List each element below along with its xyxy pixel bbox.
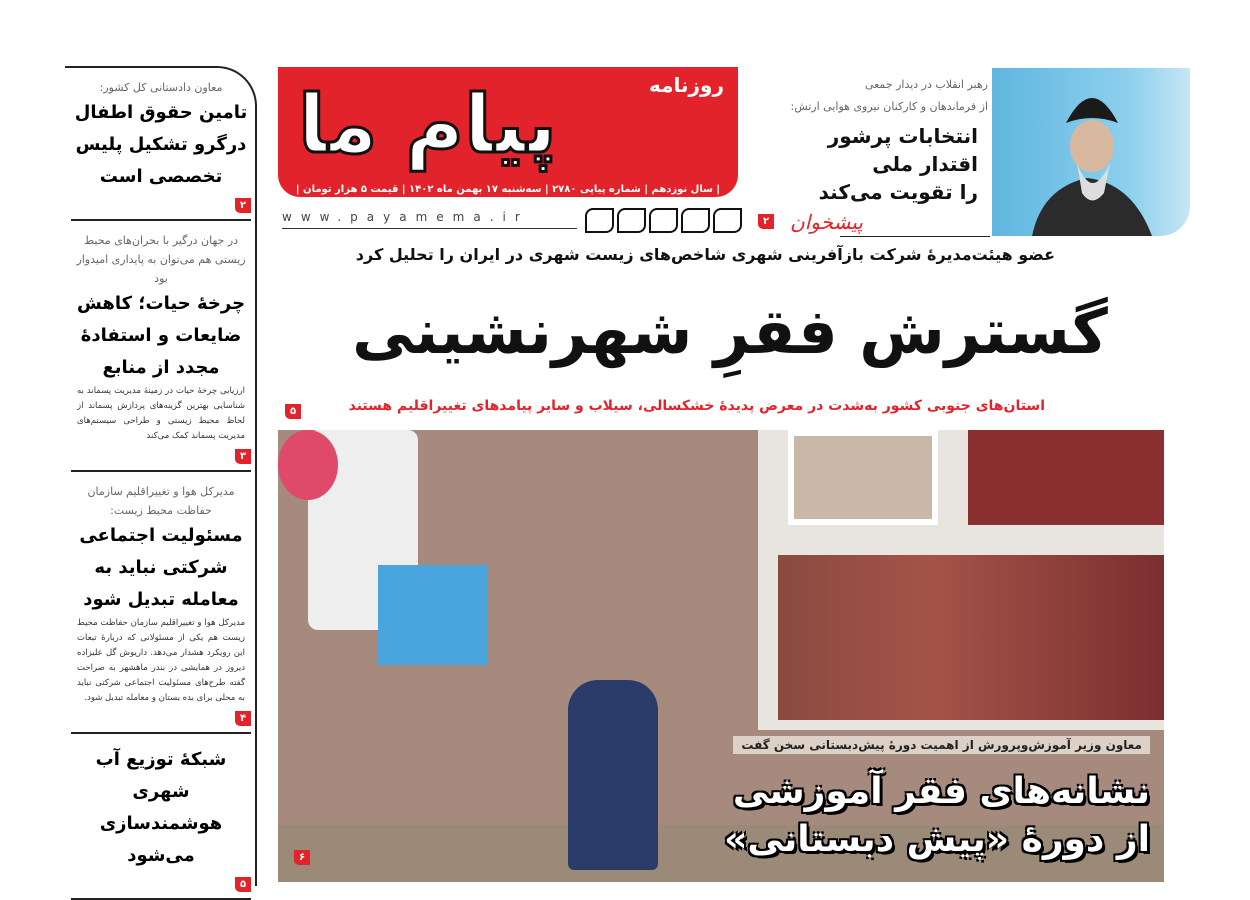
story-body: ارزیابی چرخهٔ حیات در زمینهٔ مدیریت پسماند به شناسایی بهترین گزینه‌های پردازش پسماند از لحاظ محیط زیستی و طراحی سیستم‌های مدیریت پسماند کمک می‌کند	[77, 386, 245, 441]
top-story-headline[interactable]	[819, 122, 978, 206]
sidebar-column	[65, 66, 257, 890]
page-number-badge: ۵	[285, 404, 301, 419]
sidebar-story[interactable]	[65, 482, 255, 734]
daily-label: روزنامه	[649, 73, 724, 97]
kicker-line: رهبر انقلاب در دیدار جمعی	[864, 78, 988, 91]
story-headline[interactable]: مسئولیت اجتماعی شرکتی نباید به معامله تبدیل شود	[79, 525, 243, 610]
headline-line: از دورهٔ «پیش دبستانی»	[724, 819, 1150, 860]
main-photo	[278, 430, 1164, 882]
story-headline[interactable]: تامین حقوق اطفال درگرو تشکیل پلیس تخصصی است	[74, 102, 248, 187]
divider	[71, 219, 251, 221]
headline-line: انتخابات پرشور	[827, 124, 978, 148]
story-body: مدیرکل هوا و تغییراقلیم سازمان حفاظت محیط زیست هم یکی از مسئولانی که دربارهٔ تبعات این رویکرد هشدار می‌دهد. داریوش گل علیزاده دیروز در همایشی در بندر ماهشهر به صراحت گفته طرح‌های مسئولیت اجتماعی شرکتی نباید به محلی برای بده بستان و معامله تبدیل شود.	[77, 618, 245, 703]
divider	[71, 470, 251, 472]
story-kicker: در جهان درگیر با بحران‌های محیط زیستی هم می‌توان به پایداری امیدوار بود	[76, 234, 246, 285]
divider	[71, 732, 251, 734]
sidebar-story[interactable]	[65, 744, 255, 900]
story-kicker: معاون دادستانی کل کشور:	[99, 81, 223, 94]
lead-subhead: عضو هیئت‌مدیرهٔ شرکت بازآفرینی شهری شاخص‌های زیست شهری در ایران را تحلیل کرد	[355, 245, 1055, 264]
sidebar-story[interactable]	[65, 231, 255, 472]
page-number-badge: ۵	[235, 877, 251, 892]
lead-red-line: استان‌های جنوبی کشور به‌شدت در معرض پدیدهٔ خشکسالی، سیلاب و سایر پیامدهای تغییراقلیم هستند	[348, 398, 1045, 414]
page-number-badge: ۲	[758, 214, 774, 229]
headline-line: اقتدار ملی	[872, 152, 978, 176]
divider	[840, 236, 990, 237]
website-url[interactable]: www.payamema.ir	[282, 210, 577, 229]
headline-line: را تقویت می‌کند	[818, 180, 978, 204]
story-headline[interactable]: چرخهٔ حیات؛ کاهش ضایعات و استفادهٔ مجدد از منابع	[76, 293, 246, 378]
story-headline[interactable]: شبکهٔ توزیع آب شهری هوشمندسازی می‌شود	[95, 749, 227, 866]
lead-headline[interactable]: گسترش فقرِ شهرنشینی	[352, 295, 1108, 368]
sidebar-story[interactable]	[65, 78, 255, 221]
kicker-line: از فرماندهان و کارکنان نیروی هوایی ارتش:	[790, 100, 988, 113]
photo-caption: معاون وزیر آموزش‌وپرورش از اهمیت دورهٔ پیش‌دبستانی سخن گفت	[733, 736, 1150, 754]
headline-line: نشانه‌های فقر آموزشی	[732, 771, 1150, 812]
watermark-logo: پیشخوان	[790, 210, 863, 234]
top-story-kicker	[658, 74, 988, 118]
issue-line: | سال نوزدهم | شماره پیاپی ۲۷۸۰ | سه‌شنبه ۱۷ بهمن ماه ۱۴۰۲ | قیمت ۵ هزار تومان |	[295, 184, 721, 195]
leader-portrait	[992, 68, 1190, 236]
page-number-badge: ۳	[235, 449, 251, 464]
newspaper-logo: پیام ما	[298, 78, 557, 171]
decorative-boxes	[585, 208, 742, 233]
photo-headline[interactable]	[724, 768, 1150, 864]
page-number-badge: ۶	[294, 850, 310, 865]
story-kicker: مدیرکل هوا و تغییراقلیم سازمان حفاظت محیط زیست:	[87, 485, 235, 517]
page-number-badge: ۴	[235, 711, 251, 726]
page-number-badge: ۲	[235, 198, 251, 213]
